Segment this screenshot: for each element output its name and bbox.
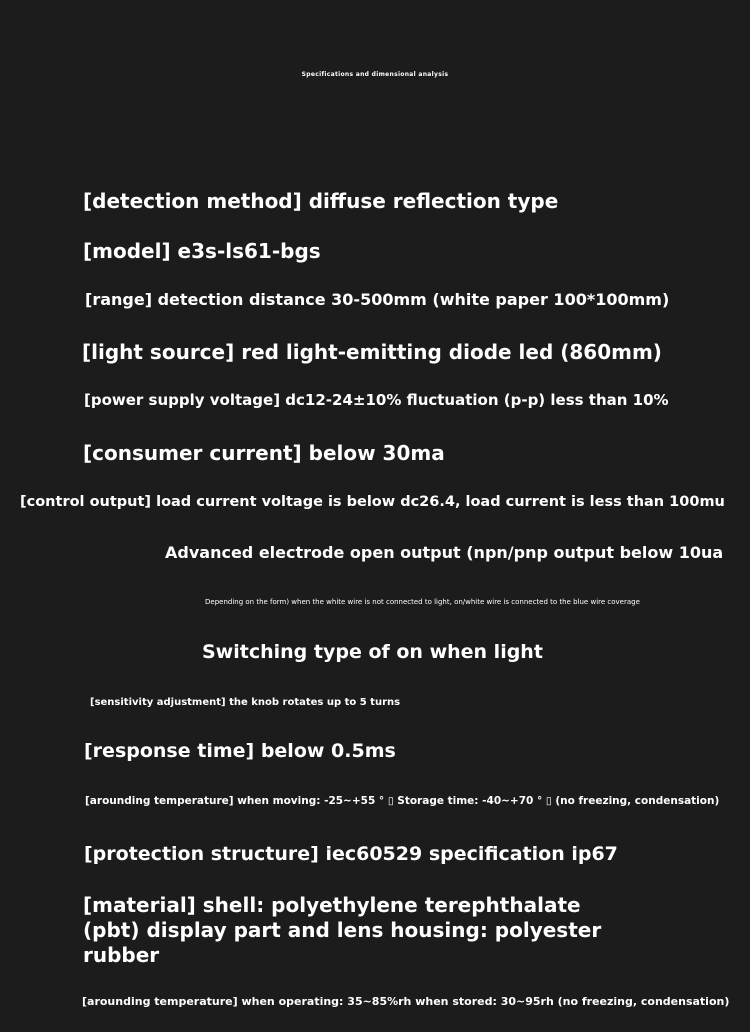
- spec-ambient-humidity: [arounding temperature] when operating: 35~85%rh when stored: 30~95rh (no freezing, condensation): [82, 995, 730, 1008]
- spec-detection-method: [detection method] diffuse reflection type: [83, 189, 559, 213]
- spec-power-supply-voltage: [power supply voltage] dc12-24±10% fluctuation (p-p) less than 10%: [84, 391, 669, 409]
- spec-control-output: [control output] load current voltage is below dc26.4, load current is less than 100mu: [20, 494, 725, 510]
- spec-protection-structure: [protection structure] iec60529 specification ip67: [84, 843, 618, 865]
- spec-switching-type: Switching type of on when light: [202, 641, 543, 663]
- spec-sensitivity-adjustment: [sensitivity adjustment] the knob rotates up to 5 turns: [90, 697, 401, 708]
- spec-model: [model] e3s-ls61-bgs: [83, 239, 321, 263]
- spec-range: [range] detection distance 30-500mm (white paper 100*100mm): [85, 290, 670, 309]
- spec-control-output-continued: Advanced electrode open output (npn/pnp output below 10ua: [165, 543, 724, 562]
- page-title: Specifications and dimensional analysis: [301, 71, 449, 78]
- spec-form-note: Depending on the form) when the white wire is not connected to light, on/white wire is connected to the blue wire coverage: [205, 598, 640, 606]
- spec-light-source: [light source] red light-emitting diode led (860mm): [82, 340, 662, 364]
- spec-material: [material] shell: polyethylene terephthalate (pbt) display part and lens housing: polyester rubber: [83, 893, 602, 967]
- spec-ambient-temperature: [arounding temperature] when moving: -25~+55 ° ▯ Storage time: -40~+70 ° ▯ (no freezing, condensation): [85, 795, 720, 807]
- spec-consumer-current: [consumer current] below 30ma: [83, 441, 445, 465]
- spec-response-time: [response time] below 0.5ms: [84, 740, 396, 762]
